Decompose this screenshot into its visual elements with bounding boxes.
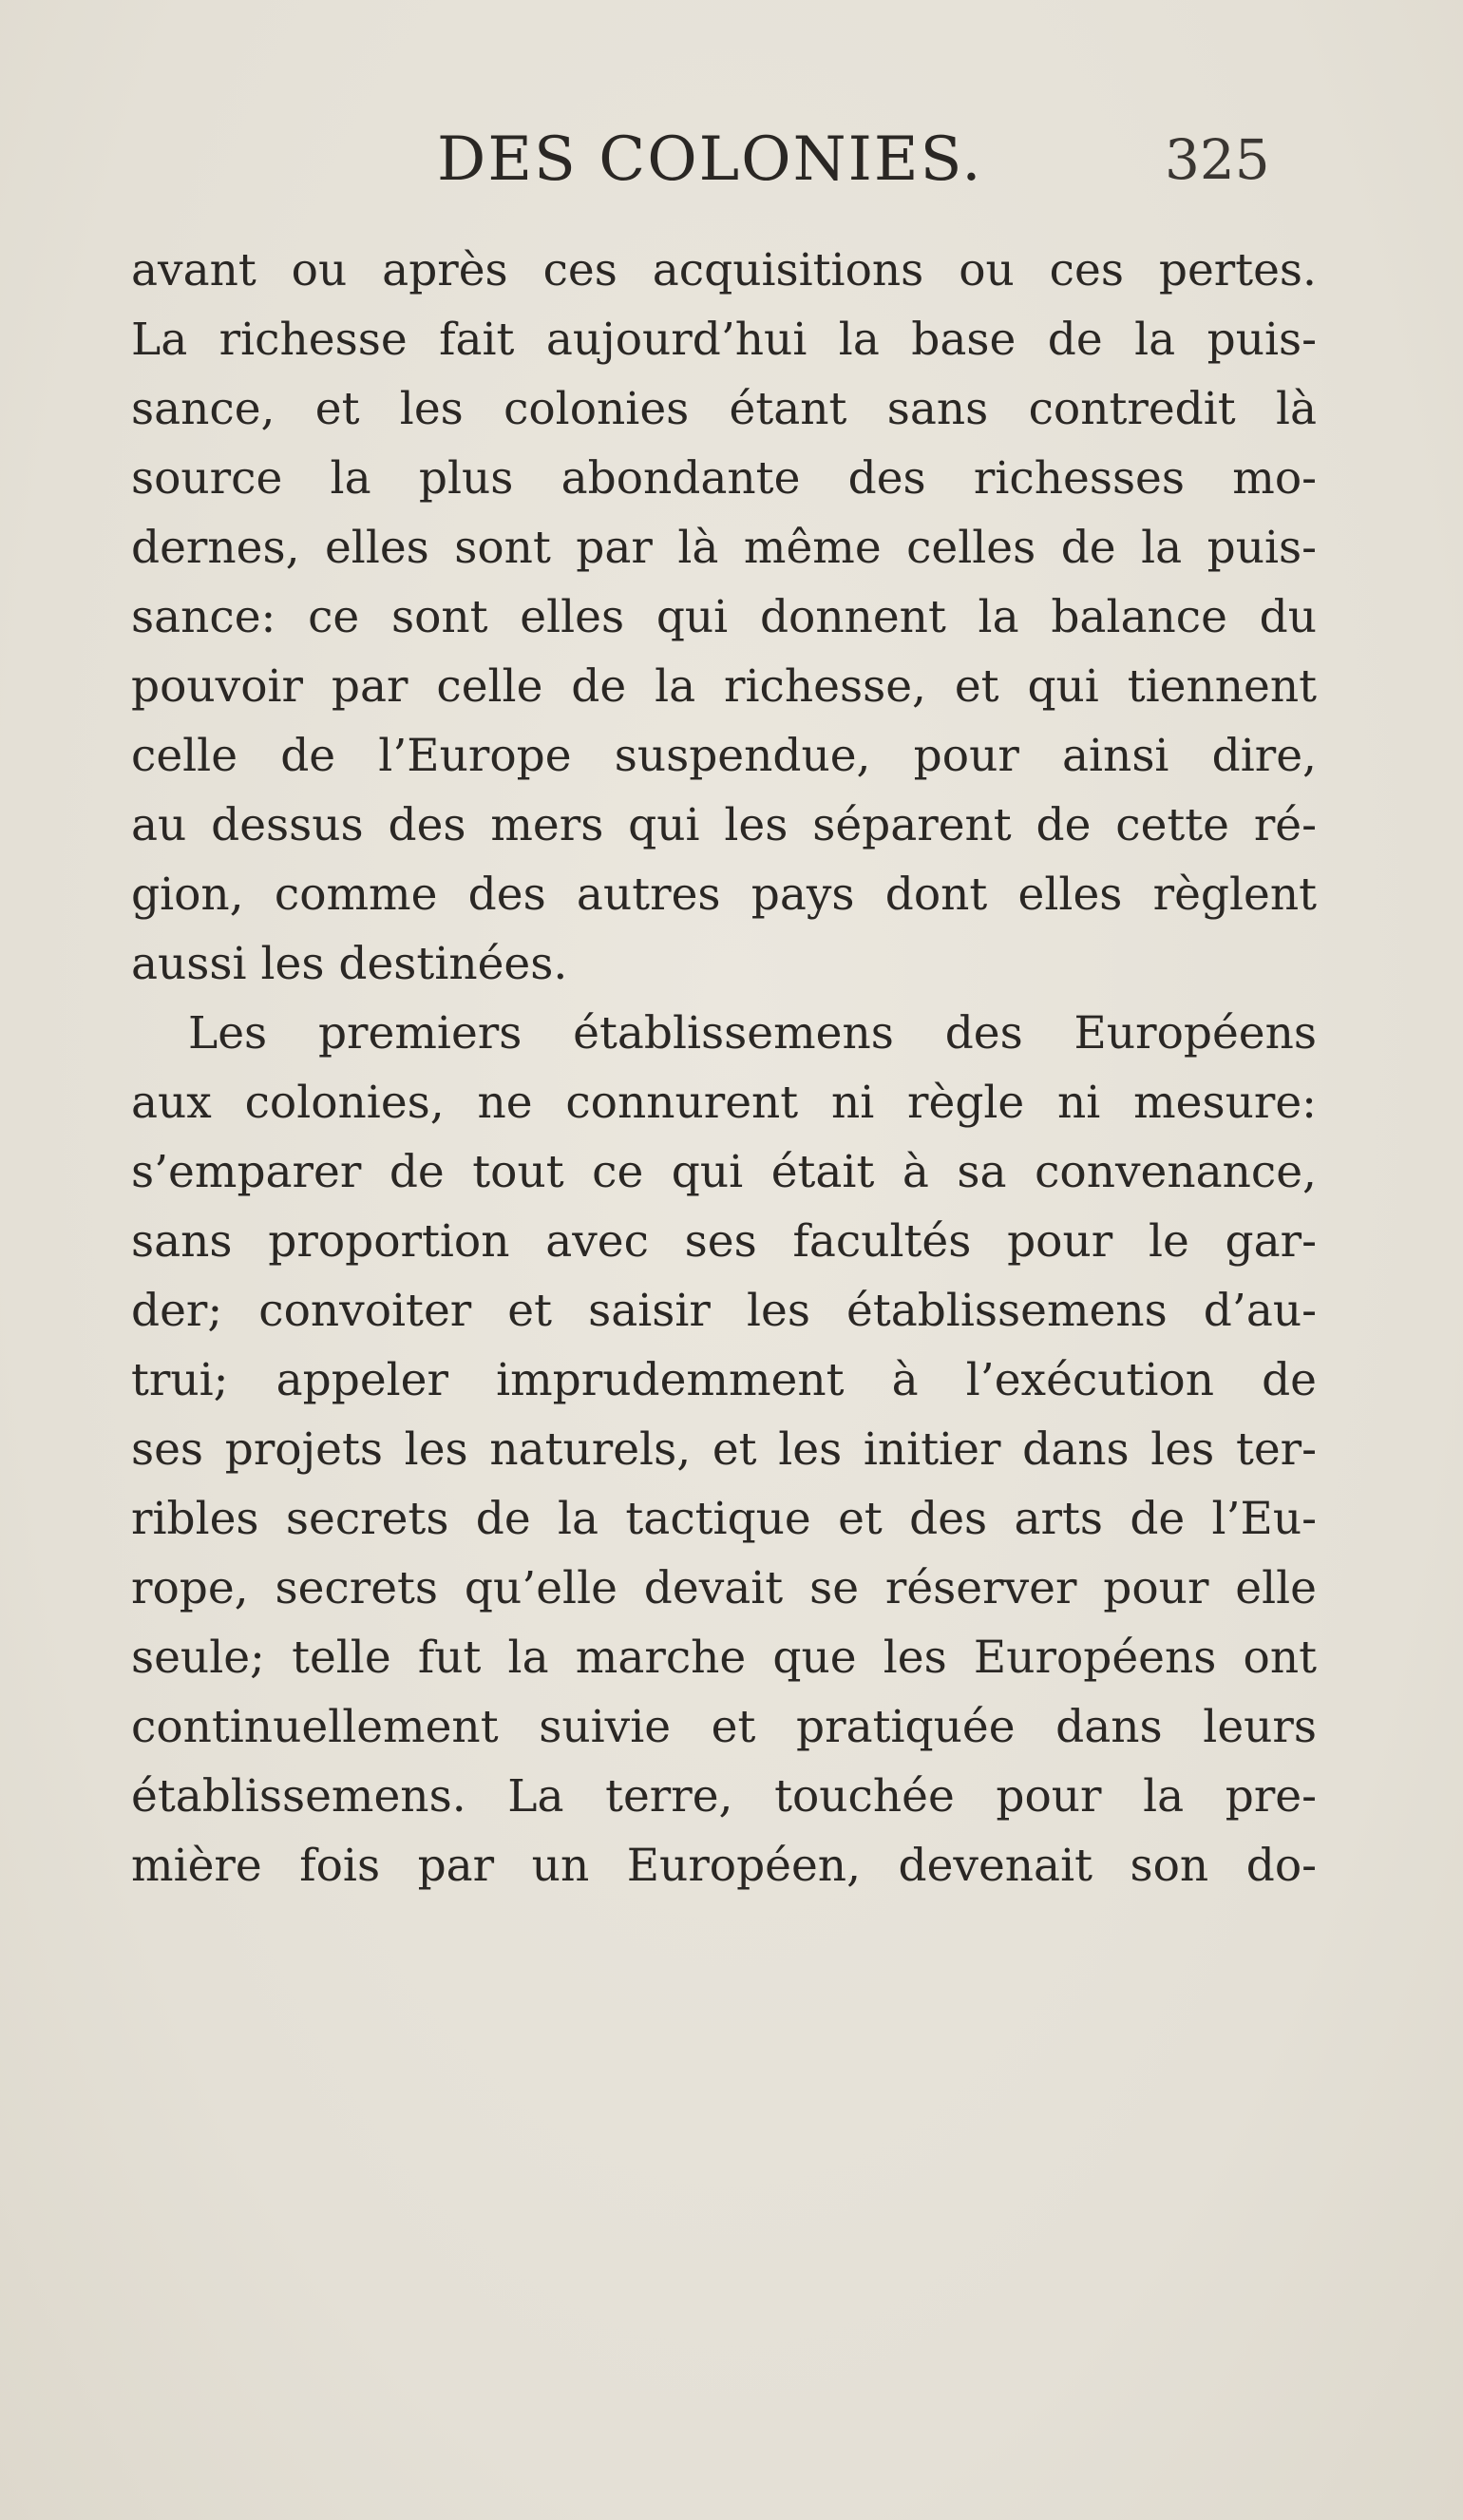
text-line: ses projets les naturels, et les initier dans les ter-: [131, 1423, 1317, 1476]
text-line: celle de l’Europe suspendue, pour ainsi dire,: [131, 730, 1317, 782]
running-head: [0, 122, 1463, 198]
text-line: mière fois par un Européen, devenait son do-: [131, 1840, 1317, 1892]
text-line: sance: ce sont elles qui donnent la balance du: [131, 591, 1317, 643]
paragraph-start-line: Les premiers établissemens des Européens: [188, 1007, 1317, 1060]
text-line: seule; telle fut la marche que les Européens ont: [131, 1632, 1317, 1684]
text-line: pouvoir par celle de la richesse, et qui tiennent: [131, 660, 1317, 713]
text-line: rope, secrets qu’elle devait se réserver pour elle: [131, 1562, 1317, 1614]
text-line: aux colonies, ne connurent ni règle ni mesure:: [131, 1077, 1317, 1129]
page-number: 325: [1165, 127, 1270, 192]
text-line: source la plus abondante des richesses mo-: [131, 452, 1317, 505]
text-line: La richesse fait aujourd’hui la base de la puis-: [131, 314, 1317, 366]
running-title: DES COLONIES.: [437, 124, 983, 195]
text-line: au dessus des mers qui les séparent de cette ré-: [131, 799, 1317, 851]
text-line: der; convoiter et saisir les établissemens d’au-: [131, 1285, 1317, 1337]
text-line: sans proportion avec ses facultés pour le gar-: [131, 1215, 1317, 1268]
text-line: établissemens. La terre, touchée pour la pre-: [131, 1770, 1317, 1823]
text-line: ribles secrets de la tactique et des arts de l’Eu-: [131, 1493, 1317, 1545]
text-line: s’emparer de tout ce qui était à sa convenance,: [131, 1146, 1317, 1198]
text-line: dernes, elles sont par là même celles de la puis-: [131, 522, 1317, 574]
text-line: trui; appeler imprudemment à l’exécution de: [131, 1354, 1317, 1406]
text-line: sance, et les colonies étant sans contredit là: [131, 383, 1317, 435]
body-text: [131, 236, 1317, 1900]
text-line: avant ou après ces acquisitions ou ces pertes.: [131, 244, 1317, 296]
text-line: continuellement suivie et pratiquée dans leurs: [131, 1701, 1317, 1753]
text-line: gion, comme des autres pays dont elles règlent: [131, 869, 1317, 921]
paragraph-end-line: aussi les destinées.: [131, 938, 568, 990]
